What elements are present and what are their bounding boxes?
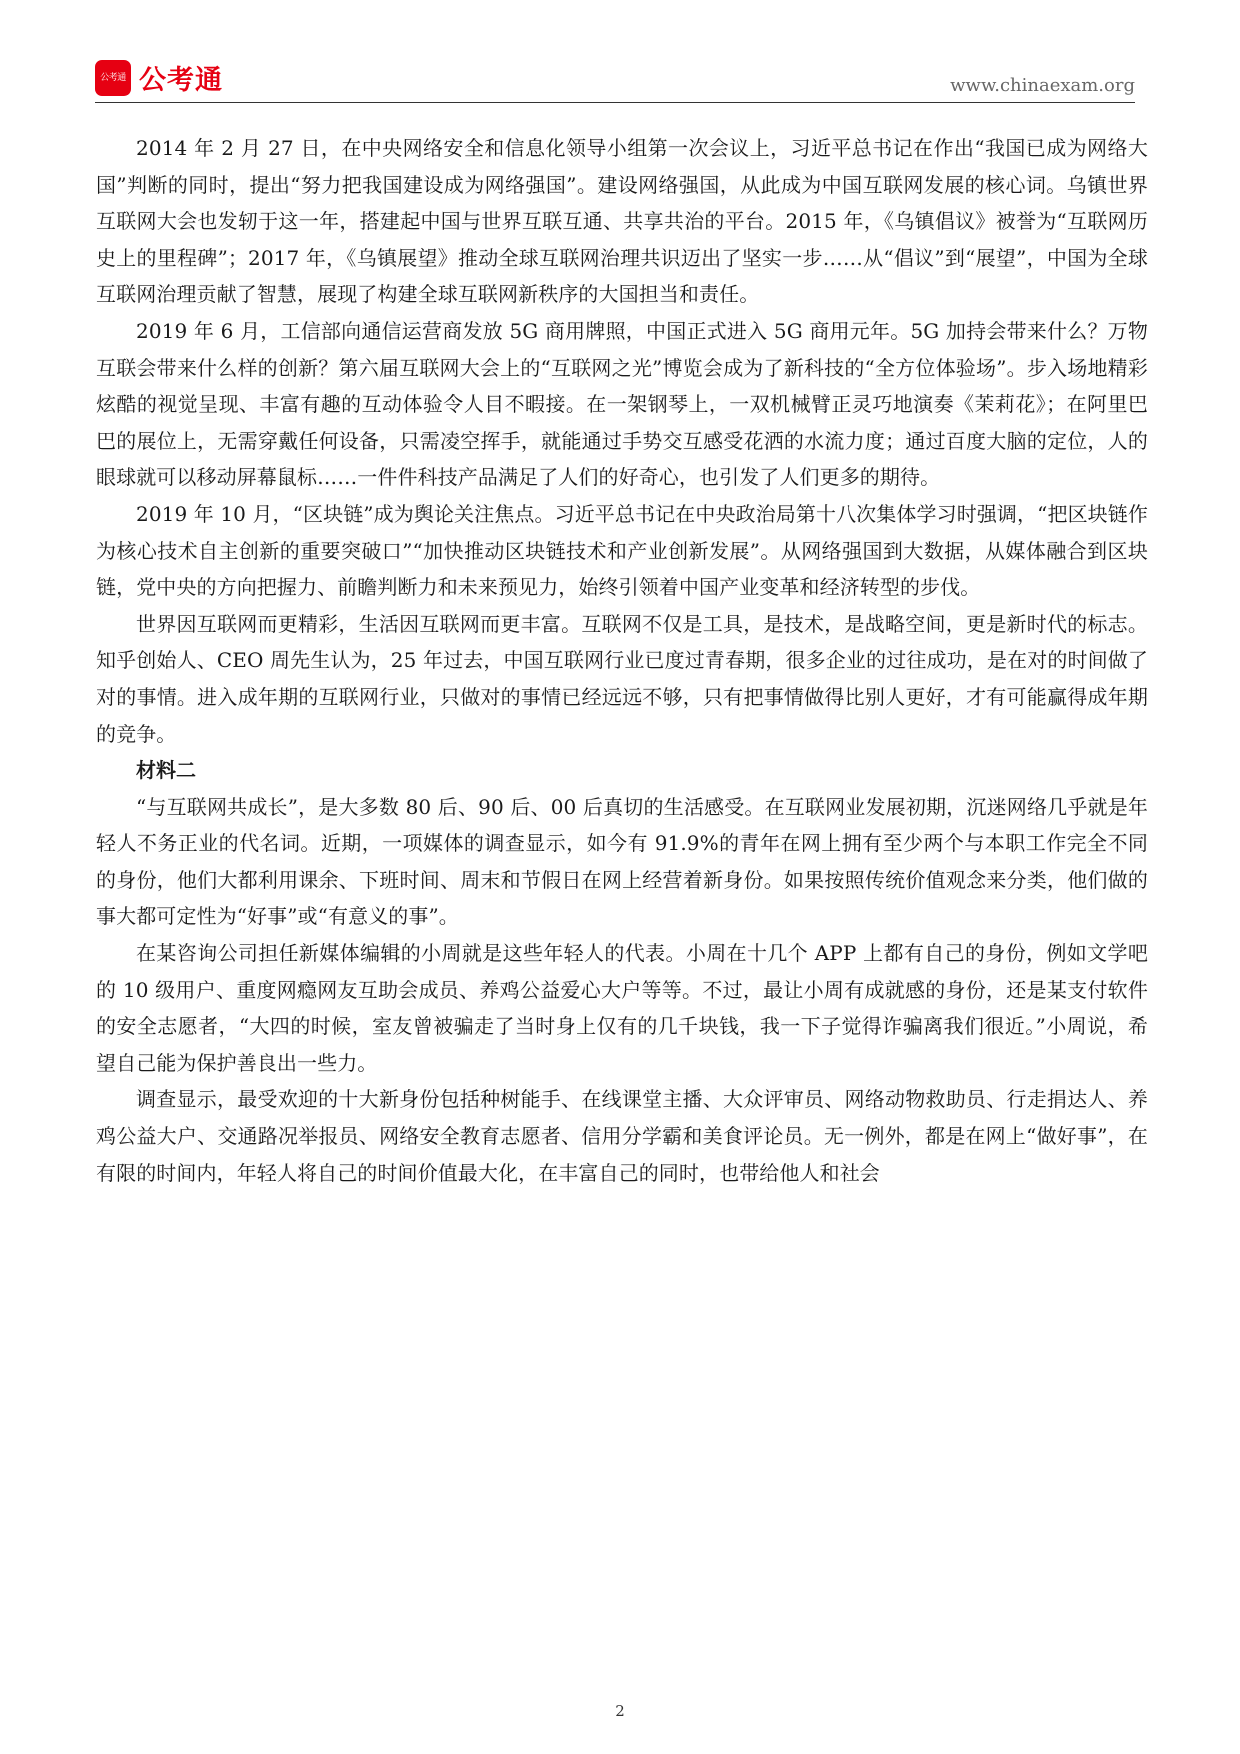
logo [95, 58, 223, 97]
paragraph: 2019 年 6 月，工信部向通信运营商发放 5G 商用牌照，中国正式进入 5G 商用元年。5G 加持会带来什么？万物互联会带来什么样的创新？第六届互联网大会上的“互联网之光”博览会成为了新科技的“全方位体验场”。步入场地精彩炫酷的视觉呈现、丰富有趣的互动体验令人目不暇接。在一架钢琴上，一双机械臂正灵巧地演奏《茉莉花》；在阿里巴巴的展位上，无需穿戴任何设备，只需凌空挥手，就能通过手势交互感受花洒的水流力度；通过百度大脑的定位，人的眼球就可以移动屏幕鼠标……一件件科技产品满足了人们的好奇心，也引发了人们更多的期待。 [96, 318, 1148, 490]
paragraph: 调查显示，最受欢迎的十大新身份包括种树能手、在线课堂主播、大众评审员、网络动物救助员、行走捐达人、养鸡公益大户、交通路况举报员、网络安全教育志愿者、信用分学霸和美食评论员。无一例外，都是在网上“做好事”，在有限的时间内，年轻人将自己的时间价值最大化，在丰富自己的同时，也带给他人和社会 [96, 1087, 1148, 1185]
page-number: 2 [615, 1702, 625, 1720]
logo-badge: 公考通 [95, 60, 131, 96]
logo-text: 公考通 [139, 65, 223, 96]
page-header [95, 58, 1135, 103]
site-url: www.chinaexam.org [950, 75, 1135, 96]
document-body [96, 130, 1148, 1191]
paragraph: 世界因互联网而更精彩，生活因互联网而更丰富。互联网不仅是工具，是技术，是战略空间，更是新时代的标志。知乎创始人、CEO 周先生认为，25 年过去，中国互联网行业已度过青春期，很多企业的过往成功，是在对的时间做了对的事情。进入成年期的互联网行业，只做对的事情已经远远不够，只有把事情做得比别人更好，才有可能赢得成年期的竞争。 [96, 611, 1148, 746]
paragraph: 2019 年 10 月，“区块链”成为舆论关注焦点。习近平总书记在中央政治局第十八次集体学习时强调，“把区块链作为核心技术自主创新的重要突破口”“加快推动区块链技术和产业创新发展”。从网络强国到大数据，从媒体融合到区块链，党中央的方向把握力、前瞻判断力和未来预见力，始终引领着中国产业变革和经济转型的步伐。 [96, 501, 1148, 600]
paragraph: 在某咨询公司担任新媒体编辑的小周就是这些年轻人的代表。小周在十几个 APP 上都有自己的身份，例如文学吧的 10 级用户、重度网瘾网友互助会成员、养鸡公益爱心大户等等。不过，最让小周有成就感的身份，还是某支付软件的安全志愿者，“大四的时候，室友曾被骗走了当时身上仅有的几千块钱，我一下子觉得诈骗离我们很近。”小周说，希望自己能为保护善良出一些力。 [96, 941, 1148, 1075]
paragraph: 2014 年 2 月 27 日，在中央网络安全和信息化领导小组第一次会议上，习近平总书记在作出“我国已成为网络大国”判断的同时，提出“努力把我国建设成为网络强国”。建设网络强国，从此成为中国互联网发展的核心词。乌镇世界互联网大会也发轫于这一年，搭建起中国与世界互联互通、共享共治的平台。2015 年，《乌镇倡议》被誉为“互联网历史上的里程碑”；2017 年，《乌镇展望》推动全球互联网治理共识迈出了坚实一步……从“倡议”到“展望”，中国为全球互联网治理贡献了智慧，展现了构建全球互联网新秩序的大国担当和责任。 [96, 136, 1148, 307]
paragraph: “与互联网共成长”，是大多数 80 后、90 后、00 后真切的生活感受。在互联网业发展初期，沉迷网络几乎就是年轻人不务正业的代名词。近期，一项媒体的调查显示，如今有 91.9%的青年在网上拥有至少两个与本职工作完全不同的身份，他们大都利用课余、下班时间、周末和节假日在网上经营着新身份。如果按照传统价值观念来分类，他们做的事大都可定性为“好事”或“有意义的事”。 [96, 794, 1148, 929]
section-heading: 材料二 [136, 758, 196, 783]
